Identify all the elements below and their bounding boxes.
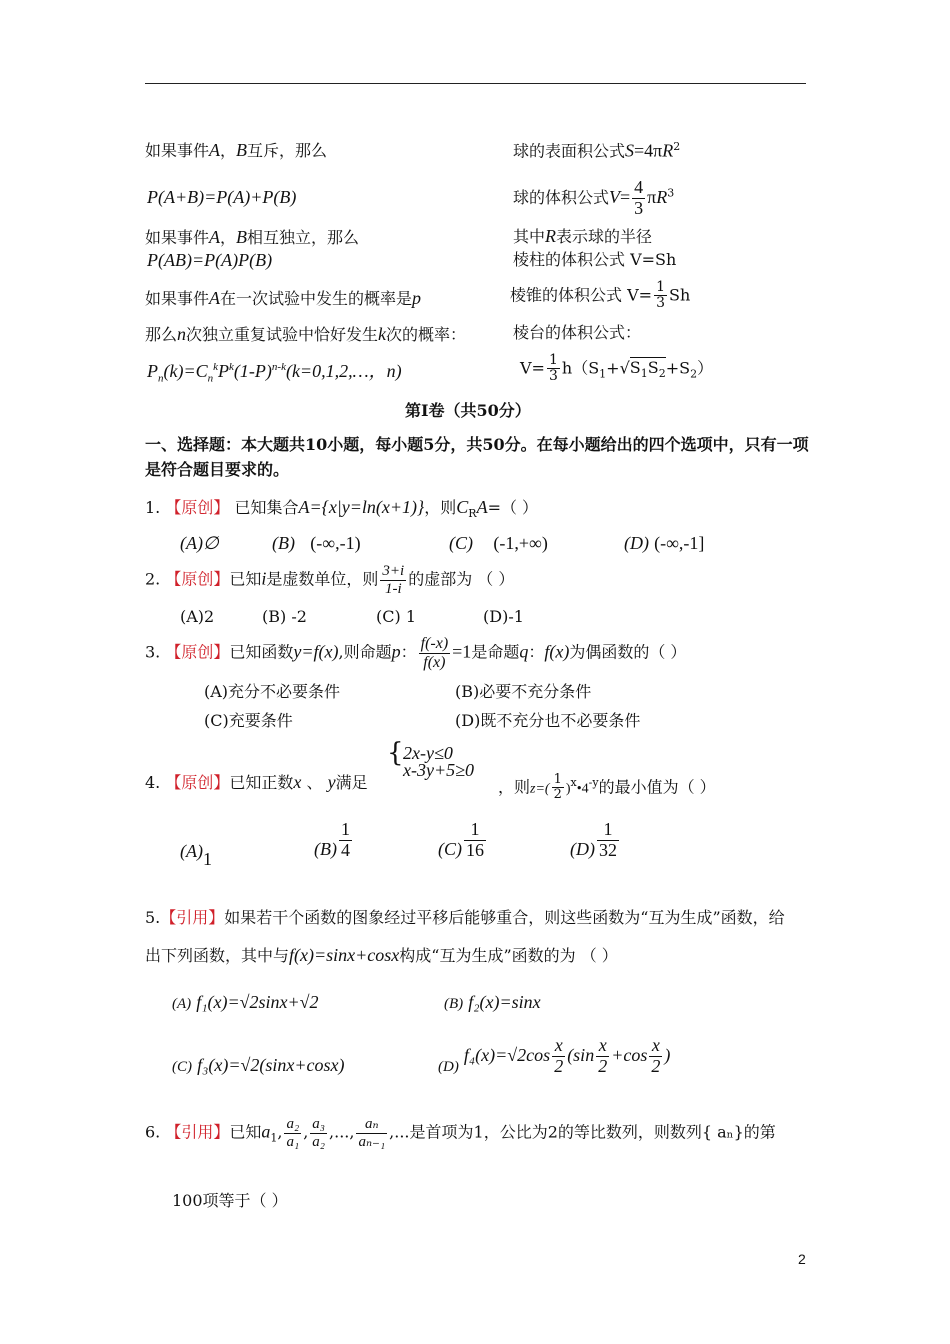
section-instruction-line1: 一、选择题：本大题共10小题，每小题5分，共50分。在每小题给出的四个选项中，只有一项: [145, 435, 809, 454]
question-6-stem-line2: 100项等于（ ）: [172, 1191, 288, 1210]
system-line-1: 2x-y≤0: [403, 743, 453, 763]
section-instruction-line2: 是符合题目要求的。: [145, 460, 290, 479]
question-4-stem-b: ，则z=( $\frac{1}{2}$ )$^x•4^{-y}$的最小值为（ ）: [498, 772, 716, 803]
question-2-option-a: (A)2: [180, 607, 215, 626]
question-4-option-b: (B) $\frac{1}{4}$: [314, 819, 350, 860]
formula-right-4: 棱柱的体积公式 V=Sh: [513, 250, 677, 269]
question-5-stem-line1: 5.【引用】如果若干个函数的图象经过平移后能够重合，则这些函数为“互为生成”函数，给: [145, 908, 785, 927]
formula-left-1: 如果事件A，B互斥，那么: [145, 140, 328, 160]
formula-right-2: 球的体积公式V= $\frac{4}{3}$ $\pi R^3$: [513, 177, 675, 218]
question-2-option-c: (C) 1: [376, 607, 416, 626]
question-4-option-c: (C) $\frac{1}{16}$: [438, 819, 484, 860]
question-1-option-a: (A)∅: [180, 533, 219, 553]
question-3-option-d: (D)既不充分也不必要条件: [455, 711, 641, 730]
formula-left-6: 那么n次独立重复试验中恰好发生k次的概率：: [145, 324, 467, 344]
formula-left-3: 如果事件A，B相互独立，那么: [145, 227, 360, 247]
question-3-option-c: (C)充要条件: [204, 711, 293, 730]
question-5-option-c: (C) f₃(x)=√2(sinx+cosx): [172, 1055, 345, 1075]
question-3-stem: 3. 【原创】已知函数y=f(x),则命题p： $\frac{f(-x)}{f(x)}$ =1是命题q：f(x)为偶函数的（ ）: [145, 635, 687, 671]
formula-right-5: 棱锥的体积公式 V= $\frac{1}{3}$ Sh: [510, 279, 691, 312]
section-title: 第Ⅰ卷（共50分）: [405, 401, 531, 420]
header-rule: [145, 83, 806, 84]
question-1-option-d: (D) (-∞,-1]: [624, 533, 705, 553]
question-5-option-d: (D) f₄(x)=√2cos $\frac{x}{2}$ (sin $\frac{x}{2}$ +cos $\frac{x}{2}$ ): [438, 1035, 671, 1076]
question-1-stem: 1. 【原创】 已知集合A={x|y=ln(x+1)}，则$C_RA=$（ ）: [145, 497, 539, 521]
page-number: 2: [798, 1251, 806, 1267]
formula-right-7: V= $\frac{1}{3}$ $h(S_1+√S_1S_2+S_2)$: [520, 352, 714, 385]
formula-right-3: 其中R表示球的半径: [513, 226, 653, 246]
question-4-option-a: (A)1: [180, 841, 212, 869]
question-5-option-a: (A) f₁(x)=√2sinx+√2: [172, 992, 319, 1012]
formula-left-5: 如果事件A在一次试验中发生的概率是p: [145, 288, 422, 308]
question-3-option-b: (B)必要不充分条件: [455, 682, 592, 701]
system-line-2: x-3y+5≥0: [403, 760, 474, 780]
formula-left-7: $P_n(k)=C_n^kP^k(1-P)^{n-k}(k=0,1,2,\dots$，n): [147, 361, 402, 385]
formula-left-2: P(A+B)=P(A)+P(B): [147, 187, 297, 207]
formula-right-6: 棱台的体积公式：: [513, 323, 642, 342]
formula-right-1: 球的表面积公式$S=4\pi R^2$: [513, 140, 681, 161]
question-2-option-d: (D)-1: [483, 607, 524, 626]
question-1-option-b: (B) (-∞,-1): [272, 533, 361, 553]
question-5-stem-line2: 出下列函数，其中与f(x)=sinx+cosx构成“互为生成”函数的为 （ ）: [145, 945, 618, 965]
question-4-option-d: (D) $\frac{1}{32}$: [570, 819, 617, 860]
question-6-stem-line1: 6. 【引用】已知$a_1$, $\frac{\text{a₂}}{\text{a₁}}$ , $\frac{\text{a₃}}{\text{a₂}}$ ,..., $\frac{\text{aₙ}}{\text{aₙ₋₁}}$ ,...是首项为1，公比为2的等比数列，则数列{ aₙ}的第: [145, 1116, 776, 1150]
question-2-option-b: (B) -2: [262, 607, 307, 626]
system-brace: {: [387, 738, 404, 768]
question-4-stem-a: 4. 【原创】已知正数x 、 y满足: [145, 772, 368, 792]
formula-left-4: P(AB)=P(A)P(B): [147, 250, 273, 270]
question-5-option-b: (B) f₂(x)=sinx: [444, 992, 541, 1012]
question-1-option-c: (C) (-1,+∞): [449, 533, 548, 553]
question-2-stem: 2. 【原创】已知i是虚数单位，则 $\frac{3+i}{1-i}$ 的虚部为 （ ）: [145, 563, 515, 597]
question-3-option-a: (A)充分不必要条件: [204, 682, 341, 701]
